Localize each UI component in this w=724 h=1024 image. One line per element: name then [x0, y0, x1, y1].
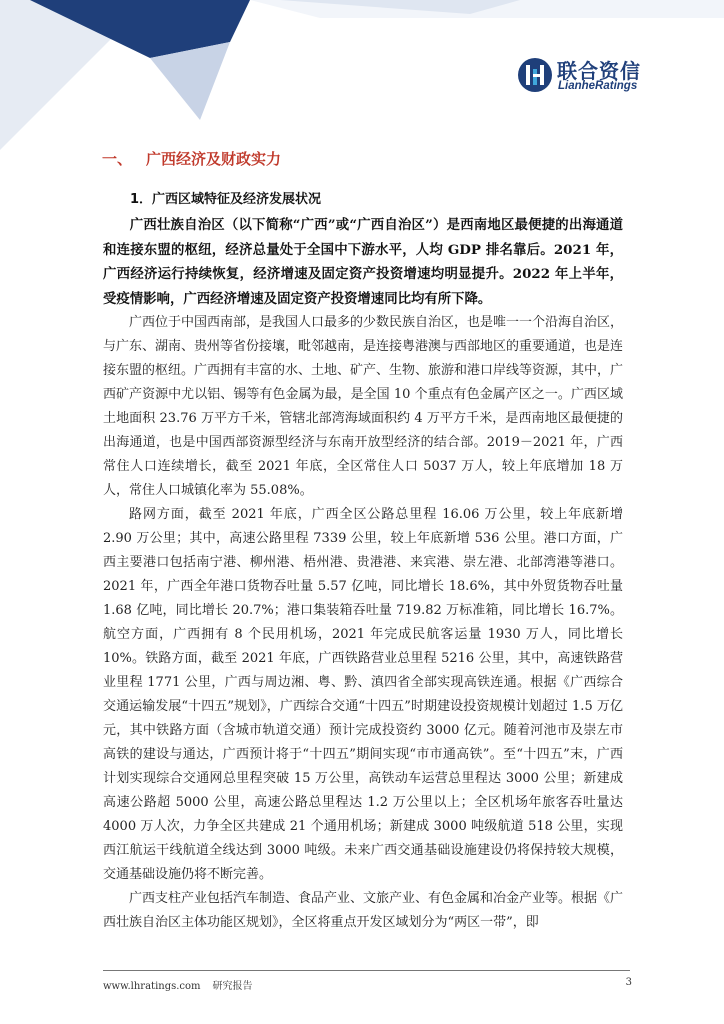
company-logo — [517, 55, 702, 95]
logo-chinese-name: 联合资信 — [557, 59, 641, 83]
paragraph-transport: 路网方面，截至 2021 年底，广西全区公路总里程 16.06 万公里，较上年底新增 2.90 万公里；其中，高速公路里程 7339 公里，较上年底新增 536 公里。港口方面，广西主要港口包括南宁港、柳州港、梧州港、贵港港、来宾港、崇左港、北部湾港等港口。2021 年，广西全年港口货物吞吐量 5.57 亿吨，同比增长 18.6%，其中外贸货物吞吐量 1.68 亿吨，同比增长 20.7%；港口集装箱吞吐量 719.82 万标准箱，同比增长 16.7%。航空方面，广西拥有 8 个民用机场，2021 年完成民航客运量 1930 万人，同比增长 10%。铁路方面，截至 2021 年底，广西铁路营业总里程 5216 公里，其中，高速铁路营业里程 1771 公里，广西与周边湘、粤、黔、滇四省全部实现高铁连通。根据《广西综合交通运输发展“十四五”规划》，广西综合交通“十四五”时期建设投资规模计划超过 1.5 万亿元，其中铁路方面（含城市轨道交通）预计完成投资约 3000 亿元。随着河池市及崇左市高铁的建设与通达，广西预计将于“十四五”期间实现“市市通高铁”。至“十四五”末，广西计划实现综合交通网总里程突破 15 万公里，高铁动车运营总里程达 3000 公里；新建成高速公路超 5000 公里，高速公路总里程达 1.2 万公里以上；全区机场年旅客吞吐量达 4000 万人次，力争全区共建成 21 个通用机场；新建成 3000 吨级航道 518 公里，实现西江航运干线航道全线达到 3000 吨级。未来广西交通基础设施建设仍将保持较大规模，交通基础设施仍将不断完善。 — [103, 507, 623, 883]
footer-website[interactable]: www.lhratings.com — [103, 981, 201, 992]
lianhe-logo-icon — [517, 57, 553, 93]
subsection-title: 1．广西区域特征及经济发展状况 — [130, 192, 322, 207]
footer-doc-type: 研究报告 — [212, 981, 253, 992]
footer-divider — [103, 970, 630, 971]
paragraph-industry: 广西支柱产业包括汽车制造、食品产业、文旅产业、有色金属和冶金产业等。根据《广西壮族自治区主体功能区规划》，全区将重点开发区域划分为“两区一带”，即 — [103, 891, 624, 931]
paragraph-overview: 广西位于中国西南部，是我国人口最多的少数民族自治区，也是唯一一个沿海自治区，与广东、湖南、贵州等省份接壤，毗邻越南，是连接粤港澳与西部地区的重要通道，也是连接东盟的枢纽。广西拥有丰富的水、土地、矿产、生物、旅游和港口岸线等资源，其中，广西矿产资源中尤以铝、锡等有色金属为最，是全国 10 个重点有色金属产区之一。广西区域土地面积 23.76 万平方千米，管辖北部湾海域面积约 4 万平方千米，是西南地区最便捷的出海通道，也是中国西部资源型经济与东南开放型经济的结合部。2019－2021 年，广西常住人口连续增长，截至 2021 年底，全区常住人口 5037 万人，较上年底增加 18 万人，常住人口城镇化率为 55.08%。 — [103, 315, 624, 499]
document-body — [103, 213, 623, 935]
section-title — [102, 148, 281, 169]
section-title-text: 广西经济及财政实力 — [146, 150, 282, 168]
section-number: 一、 — [102, 150, 133, 168]
logo-english-name: LianheRatings — [558, 80, 638, 92]
footer-info — [103, 977, 253, 992]
page-number: 3 — [625, 977, 632, 988]
lead-paragraph: 广西壮族自治区（以下简称“广西”或“广西自治区”）是西南地区最便捷的出海通道和连接东盟的枢纽，经济总量处于全国中下游水平，人均 GDP 排名靠后。2021 年，广西经济运行持续恢复，经济增速及固定资产投资增速均明显提升。2022 年上半年，受疫情影响，广西经济增速及固定资产投资增速同比均有所下降。 — [103, 217, 623, 307]
